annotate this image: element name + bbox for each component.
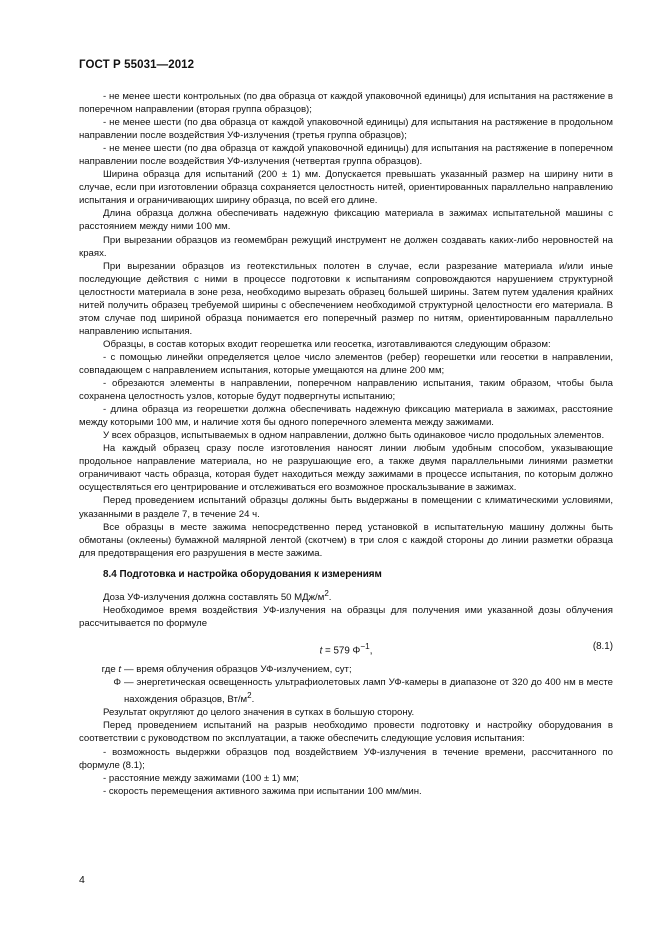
paragraph: При вырезании образцов из геотекстильных полотен в случае, если разрезание материала и/или иные последующие действия с ними в процессе подготовки к испытаниям сопровождаются нарушением структурной целостности материала в зоне реза, необходимо вырезать образец большей ширины. Затем путем удаления крайних нитей получить образец требуемой ширины с обеспечением необходимой структурной целостности его материала. В этом случае под шириной образца понимается его поперечный размер по нитям, ориентированным параллельно направлению испытания. (79, 260, 613, 337)
where-t (79, 663, 613, 676)
where-t-symbol (79, 663, 121, 676)
dose-superscript: 2 (324, 588, 329, 598)
dose-paragraph (79, 587, 613, 604)
paragraph: - обрезаются элементы в направлении, поперечном направлению испытания, таким образом, чтобы была сохранена целостность узлов, которые будут подвергнуты испытанию; (79, 378, 613, 403)
paragraph: - не менее шести контрольных (по два образца от каждой упаковочной единицы) для испытания на растяжение в поперечном направлении (вторая группа образцов); (79, 91, 613, 116)
paragraph: - скорость перемещения активного зажима при испытании 100 мм/мин. (103, 785, 422, 797)
where-lead: где (101, 664, 119, 676)
paragraph: - расстояние между зажимами (100 ± 1) мм; (103, 772, 299, 784)
paragraph: Результат округляют до целого значения в сутках в большую сторону. (103, 707, 415, 719)
where-phi-text: — энергетическая освещенность ультрафиолетовых ламп УФ-камеры в диапазоне от 320 до 400 нм в месте нахождения образцов, Вт/м (124, 677, 613, 706)
section-heading: 8.4 Подготовка и настройка оборудования к измерениям (103, 568, 382, 580)
paragraph: - не менее шести (по два образца от каждой упаковочной единицы) для испытания на растяжение в поперечном направлении после воздействия УФ-излучения (четвертая группа образцов). (79, 143, 613, 168)
paragraph: - возможность выдержки образцов под воздействием УФ-излучения в течение времени, рассчитанного по формуле (8.1); (79, 746, 613, 771)
formula-number: (8.1) (592, 641, 613, 653)
paragraph: При вырезании образцов из геомембран режущий инструмент не должен создавать каких-либо неровностей на краях. (79, 234, 613, 259)
where-phi-superscript: 2 (247, 691, 252, 701)
document-body (79, 90, 613, 798)
paragraph: Длина образца должна обеспечивать надежную фиксацию материала в зажимах испытательной машины с расстоянием между ними 100 мм. (79, 208, 613, 233)
paragraph: Необходимое время воздействия УФ-излучения на образцы для получения ими указанной дозы облучения рассчитывается по формуле (79, 604, 613, 630)
paragraph: У всех образцов, испытываемых в одном направлении, должно быть одинаковое число продольных элементов. (103, 430, 605, 442)
paragraph: Все образцы в месте зажима непосредственно перед установкой в испытательную машину должны быть обмотаны (оклеены) бумажной малярной лентой (скотчем) в три слоя с каждой стороны до линии разметки образца для предотвращения его разрушения в месте зажима. (79, 521, 613, 559)
phi-symbol: Φ (113, 677, 121, 689)
dose-end: . (328, 591, 332, 603)
paragraph: - не менее шести (по два образца от каждой упаковочной единицы) для испытания на растяжение в продольном направлении после воздействия УФ-излучения (третья группа образцов); (79, 117, 613, 142)
formula-tail: , (369, 645, 373, 657)
paragraph: - длина образца из георешетки должна обеспечивать надежную фиксацию материала в зажимах, расстояние между которыми 100 мм, и наличие хотя бы одного поперечного элемента между зажимами. (79, 404, 613, 429)
page-number: 4 (79, 874, 85, 886)
dose-text: Доза УФ-излучения должна составлять 50 МДж/м (103, 591, 325, 603)
where-phi-end: . (251, 694, 255, 706)
standard-header: ГОСТ Р 55031—2012 (79, 59, 195, 71)
formula-lhs: t (319, 645, 323, 657)
formula-8-1 (79, 640, 613, 657)
paragraph: Перед проведением испытаний образцы должны быть выдержаны в помещении с климатическими условиями, указанными в разделе 7, в течение 24 ч. (79, 495, 613, 520)
paragraph: Ширина образца для испытаний (200 ± 1) мм. Допускается превышать указанный размер на ширину нити в случае, если при изготовлении образца сохраняется целостность нитей, ориентированных параллельно направлению испытания и ограничивающих ширину образца, по всей его длине. (79, 169, 613, 207)
paragraph: Образцы, в состав которых входит георешетка или геосетка, изготавливаются следующим образом: (103, 338, 551, 350)
where-phi (79, 676, 613, 706)
where-t-text: — время облучения образцов УФ-излучением, сут; (124, 664, 352, 676)
t-symbol: t (118, 664, 121, 676)
paragraph: На каждый образец сразу после изготовления наносят линии любым удобным способом, указывающие продольное направление материала, но не разрушающие его, а также двумя параллельными линиями разметки ограничивают часть образца, которая будет находиться между зажимами в процессе испытания, по которым должно осуществляться его центрирование и отслеживаться его возможное проскальзывание в зажимах. (79, 443, 613, 494)
formula-expression (79, 640, 613, 657)
paragraph: - с помощью линейки определяется целое число элементов (ребер) георешетки или геосетки в направлении, совпадающем с направлением испытания, которые умещаются на длине 200 мм; (79, 351, 613, 376)
paragraph: Перед проведением испытаний на разрыв необходимо провести подготовку и настройку оборудования в соответствии с руководством по эксплуатации, а также обеспечить следующие условия испытания: (79, 720, 613, 745)
formula-rhs: = 579 Φ (322, 645, 361, 657)
formula-exponent: −1 (360, 642, 370, 652)
